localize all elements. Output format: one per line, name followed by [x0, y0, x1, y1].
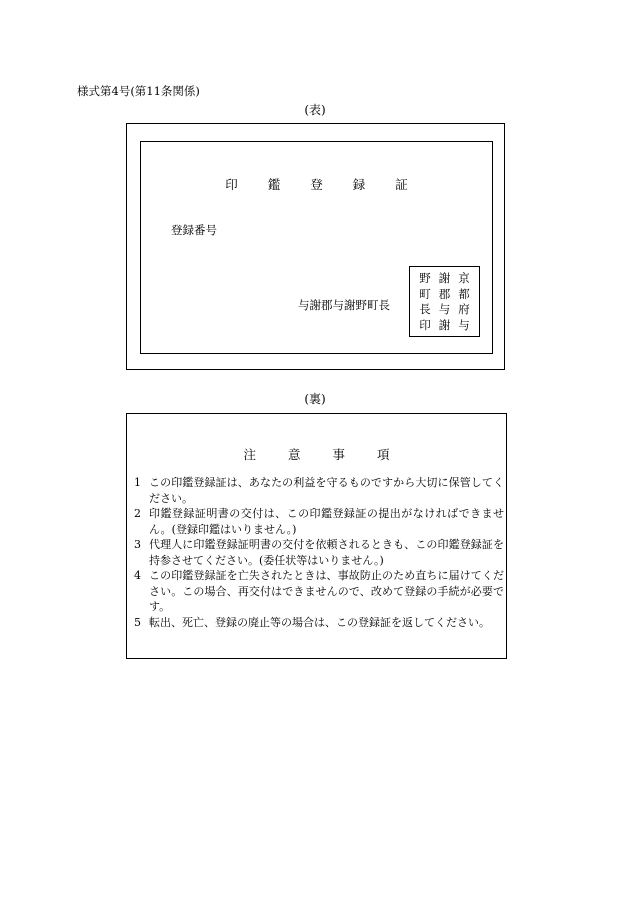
notice-number: 5	[134, 615, 141, 629]
certificate-title-char: 登	[310, 177, 323, 192]
notice-number: 1	[134, 476, 141, 489]
notice-text: 代理人に印鑑登録証明書の交付を依頼されるときも、この印鑑登録証を持参させてください。(委任状等はいりません。)	[149, 538, 504, 567]
form-number: 様式第4号(第11条関係)	[77, 84, 200, 98]
certificate-title-char: 録	[352, 177, 366, 192]
seal-char: 謝	[438, 271, 451, 285]
certificate-title-char: 証	[395, 177, 408, 192]
certificate-title-char: 印	[225, 177, 238, 192]
certificate-front-inner-frame	[140, 141, 493, 354]
notice-item	[134, 615, 504, 631]
notice-title-char: 事	[332, 447, 346, 462]
seal-char: 郡	[438, 286, 451, 301]
seal-char: 都	[458, 286, 470, 301]
notice-item	[134, 506, 504, 537]
seal-column	[439, 271, 451, 336]
seal-char: 町	[419, 286, 431, 301]
notice-number: 3	[134, 538, 141, 551]
notice-item	[134, 475, 504, 506]
notice-text: この印鑑登録証は、あなたの利益を守るものですから大切に保管してください。	[149, 476, 504, 505]
seal-char: 与	[438, 302, 451, 316]
certificate-title	[141, 175, 492, 193]
seal-char: 長	[419, 302, 431, 316]
mayor-title: 与謝郡与謝野町長	[298, 298, 390, 312]
certificate-back	[126, 413, 507, 659]
notice-list	[134, 475, 504, 630]
seal-column	[419, 271, 431, 336]
notice-item	[134, 537, 504, 568]
back-side-label: (裏)	[304, 392, 326, 406]
seal-char: 府	[458, 302, 470, 316]
certificate-front	[126, 123, 505, 370]
front-side-label: (表)	[304, 103, 326, 117]
notice-title-char: 注	[243, 447, 256, 462]
notice-number: 4	[134, 569, 141, 582]
notice-text: 転出、死亡、登録の廃止等の場合は、この登録証を返してください。	[149, 615, 490, 629]
notice-text: この印鑑登録証を亡失されたときは、事故防止のため直ちに届けてください。この場合、再交付はできませんので、改めて登録の手続が必要です。	[149, 569, 504, 613]
notice-item	[134, 568, 504, 615]
notice-title-char: 意	[287, 447, 301, 462]
certificate-title-char: 鑑	[267, 177, 281, 192]
registration-number-label: 登録番号	[171, 223, 217, 237]
seal-char: 謝	[438, 317, 451, 332]
notice-text: 印鑑登録証明書の交付は、この印鑑登録証の提出がなければできません。(登録印鑑はいりません。)	[149, 507, 504, 536]
seal-char: 与	[458, 317, 470, 332]
seal-char: 京	[458, 271, 470, 285]
notice-title	[127, 445, 506, 463]
official-seal	[409, 266, 480, 337]
seal-char: 野	[419, 271, 431, 285]
seal-char: 印	[419, 317, 431, 332]
notice-title-char: 項	[377, 447, 390, 462]
notice-number: 2	[134, 507, 141, 520]
seal-column	[458, 271, 470, 336]
